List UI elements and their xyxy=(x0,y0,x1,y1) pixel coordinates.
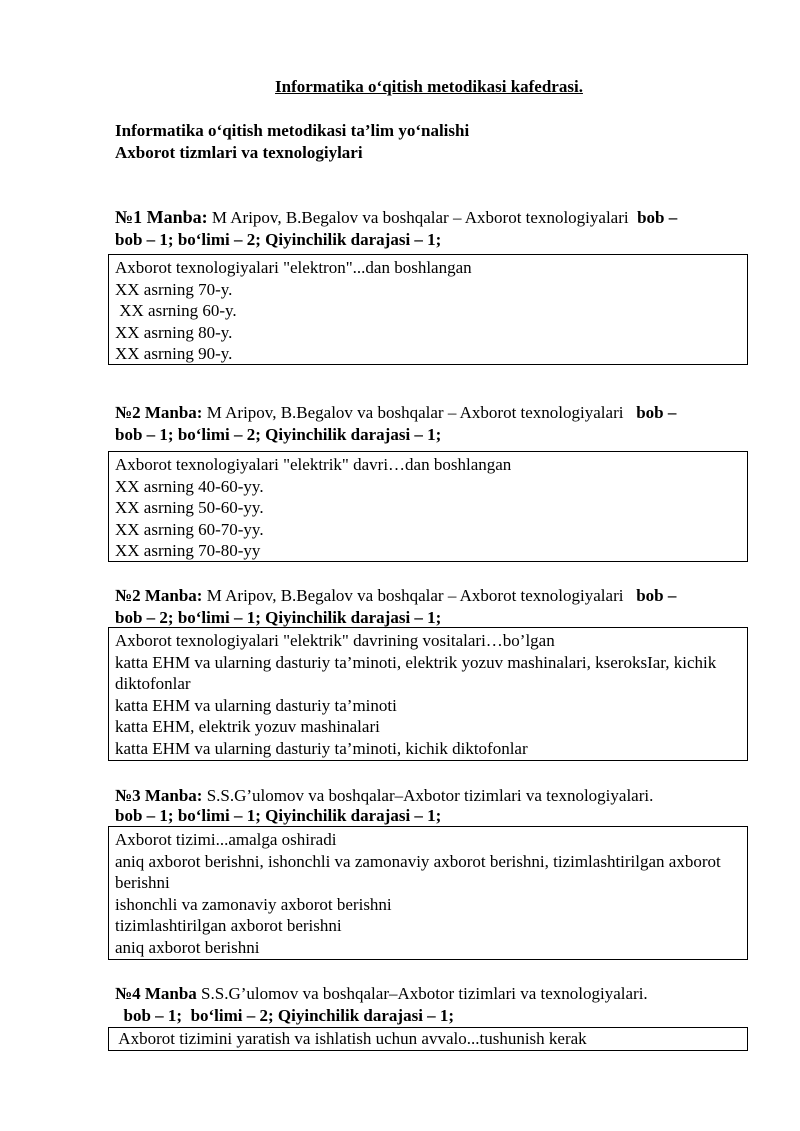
source-meta: bob – 2; bo‘limi – 1; Qiyinchilik darajasi – 1; xyxy=(115,608,442,627)
source-header xyxy=(115,983,750,1027)
answer-option: katta EHM va ularning dasturiy ta’minoti, kichik diktofonlar xyxy=(115,738,528,758)
answer-option: ishonchli va zamonaviy axborot berishni xyxy=(115,894,392,914)
answer-option: katta EHM, elektrik yozuv mashinalari xyxy=(115,717,380,736)
question-text: Axborot texnologiyalari "elektrik" davri…dan boshlangan xyxy=(115,455,512,474)
answer-option: XX asrning 70-y. xyxy=(115,279,233,299)
answer-option: XX asrning 90-y. xyxy=(115,344,233,363)
source-header xyxy=(115,585,750,629)
source-text: M Aripov, B.Begalov va boshqalar – Axborot texnologiyalari xyxy=(202,586,624,605)
source-label: №2 Manba: xyxy=(115,403,203,422)
answer-option: aniq axborot berishni xyxy=(115,937,260,957)
source-text: S.S.G’ulomov va boshqalar–Axbotor tizimlari va texnologiyalari. xyxy=(196,984,648,1003)
question-text: Axborot tizimi...amalga oshiradi xyxy=(115,830,337,849)
chapter-label: bob – xyxy=(637,208,678,227)
source-header xyxy=(115,206,750,251)
question-text: Axborot texnologiyalari "elektron"...dan boshlangan xyxy=(115,258,472,277)
answer-option: aniq axborot berishni, ishonchli va zamonaviy axborot berishni, tizimlashtirilgan axborot berishni xyxy=(115,851,721,892)
source-label: №3 Manba: xyxy=(115,786,203,805)
subject-name: Axborot tizmlari va texnologiylari xyxy=(115,143,363,162)
source-text: M Aripov, B.Begalov va boshqalar – Axborot texnologiyalari xyxy=(202,403,624,422)
source-label: №2 Manba: xyxy=(115,586,203,605)
question-box xyxy=(108,451,748,562)
study-direction: Informatika o‘qitish metodikasi ta’lim yo‘nalishi xyxy=(115,121,470,140)
source-meta: bob – 1; bo‘limi – 1; Qiyinchilik darajasi – 1; xyxy=(115,806,442,825)
source-label: №1 Manba: xyxy=(115,207,208,227)
source-header xyxy=(115,785,750,827)
source-header xyxy=(115,402,750,446)
question-box xyxy=(108,627,748,761)
answer-option: katta EHM va ularning dasturiy ta’minoti, elektrik yozuv mashinalari, kseroksIar, kichik diktofonlar xyxy=(115,652,717,693)
source-meta: bob – 1; bo‘limi – 2; Qiyinchilik darajasi – 1; xyxy=(115,425,442,444)
answer-option: tizimlashtirilgan axborot berishni xyxy=(115,916,342,935)
source-text: S.S.G’ulomov va boshqalar–Axbotor tizimlari va texnologiyalari. xyxy=(202,786,654,805)
question-text: Axborot texnologiyalari "elektrik" davrining vositalari…bo’lgan xyxy=(115,631,555,650)
answer-option: XX asrning 60-y. xyxy=(115,301,237,320)
answer-option: XX asrning 60-70-yy. xyxy=(115,519,264,539)
question-text: Axborot tizimini yaratish va ishlatish uchun avvalo...tushunish kerak xyxy=(115,1029,587,1048)
department-title: Informatika o‘qitish metodikasi kafedrasi. xyxy=(275,77,583,96)
answer-option: XX asrning 70-80-yy xyxy=(115,541,261,560)
answer-option: XX asrning 80-y. xyxy=(115,322,233,342)
chapter-label: bob – xyxy=(636,586,677,605)
question-box xyxy=(108,254,748,365)
source-meta: bob – 1; bo‘limi – 2; Qiyinchilik darajasi – 1; xyxy=(115,230,442,249)
question-box xyxy=(108,826,748,960)
source-text: M Aripov, B.Begalov va boshqalar – Axborot texnologiyalari xyxy=(207,208,629,227)
question-box xyxy=(108,1027,748,1051)
answer-option: katta EHM va ularning dasturiy ta’minoti xyxy=(115,695,397,715)
source-meta: bob – 1; bo‘limi – 2; Qiyinchilik darajasi – 1; xyxy=(115,1006,455,1025)
answer-option: XX asrning 50-60-yy. xyxy=(115,498,264,517)
department-info xyxy=(115,120,469,164)
chapter-label: bob – xyxy=(636,403,677,422)
answer-option: XX asrning 40-60-yy. xyxy=(115,476,264,496)
source-label: №4 Manba xyxy=(115,984,197,1003)
